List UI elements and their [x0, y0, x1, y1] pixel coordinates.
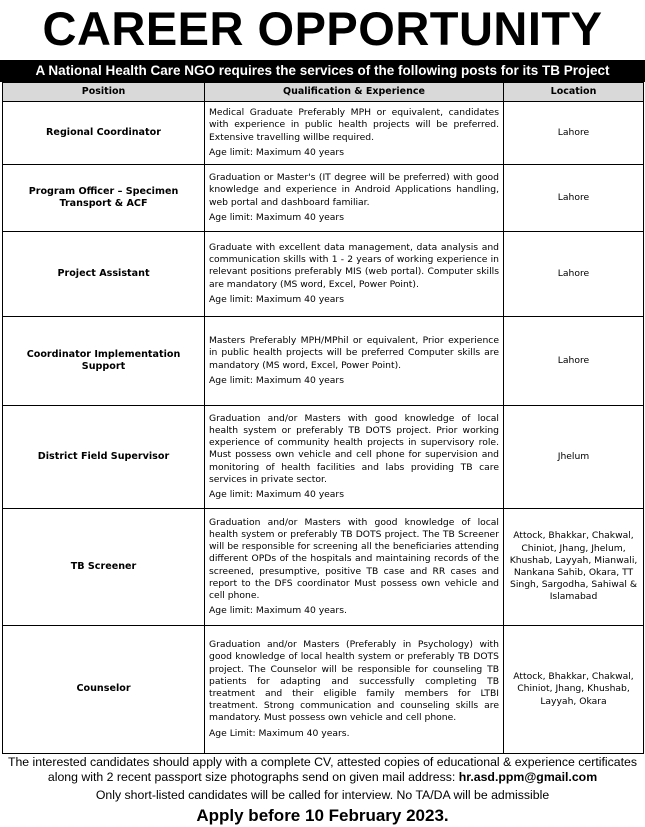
- table-row: [3, 232, 644, 317]
- age-limit: Age limit: Maximum 40 years: [209, 293, 344, 305]
- qualification-cell: [205, 406, 504, 509]
- qualification-text: Graduation and/or Masters with good knowledge of local health system or preferably TB DOTS project. The TB Screener will be responsible for screening all the beneficiaries attending different OPDs of the hospitals and maintaining records of the screened, presumptive, positive TB case and RR cases and report to the DFS coordinator Must possess own vehicle and cell phone.: [209, 516, 499, 601]
- table-row: [3, 406, 644, 509]
- contact-email[interactable]: hr.asd.ppm@gmail.com: [458, 770, 598, 784]
- instructions-text: The interested candidates should apply with a complete CV, attested copies of educational & experience certificates along with 2 recent passport size photographs send on given mail address:: [7, 755, 638, 784]
- qualification-cell: [205, 165, 504, 232]
- qualification-cell: [205, 317, 504, 406]
- column-header-location: Location: [504, 83, 644, 102]
- age-limit: Age limit: Maximum 40 years: [209, 489, 344, 500]
- age-limit: Age limit: Maximum 40 years: [209, 146, 344, 158]
- column-header-position: Position: [3, 83, 205, 102]
- application-instructions: [0, 755, 645, 785]
- table-row: [3, 626, 644, 754]
- location-cell: Attock, Bhakkar, Chakwal, Chiniot, Jhang, Jhelum, Khushab, Layyah, Mianwali, Nankana Sahib, Okara, TT Singh, Sargodha, Sahiwal & Islamabad: [504, 509, 644, 626]
- qualification-text: Graduation and/or Masters with good knowledge of local health system or preferably TB DOTS project. Prior working experience of community health projects in supervisory role. Must possess own vehicle and cell phone for supervision and monitoring of health facilities and labs providing TB care services in private sector.: [209, 412, 499, 485]
- page-subtitle: A National Health Care NGO requires the services of the following posts for its TB Project: [0, 60, 645, 82]
- location-cell: Lahore: [504, 317, 644, 406]
- qualification-cell: [205, 102, 504, 165]
- qualification-cell: [205, 626, 504, 754]
- qualification-cell: [205, 232, 504, 317]
- table-row: [3, 317, 644, 406]
- table-row: [3, 102, 644, 165]
- page-title: CAREER OPPORTUNITY: [42, 2, 603, 55]
- table-row: [3, 165, 644, 232]
- table-header-row: [3, 83, 644, 102]
- deadline: Apply before 10 February 2023.: [196, 806, 449, 825]
- column-header-qualification: Qualification & Experience: [205, 83, 504, 102]
- location-cell: Attock, Bhakkar, Chakwal, Chiniot, Jhang, Khushab, Layyah, Okara: [504, 626, 644, 754]
- age-limit: Age limit: Maximum 40 years: [209, 211, 344, 223]
- location-cell: Lahore: [504, 165, 644, 232]
- qualification-text: Graduation or Master's (IT degree will be preferred) with good knowledge and experience in Android Applications handling, web portal and dashboard familiar.: [209, 172, 499, 208]
- positions-table: [2, 82, 644, 754]
- position-cell: Counselor: [3, 626, 205, 754]
- age-limit: Age limit: Maximum 40 years: [209, 374, 344, 386]
- qualification-text: Graduate with excellent data management, data analysis and communication skills with 1 - 2 years of working experience in relevant positions preferably MIS (web portal). Computer skills are mandatory (MS word, Excel, Power Point).: [209, 241, 499, 290]
- age-limit: Age limit: Maximum 40 years.: [209, 605, 347, 617]
- table-row: [3, 509, 644, 626]
- shortlist-note: Only short-listed candidates will be called for interview. No TA/DA will be admissible: [95, 788, 550, 802]
- qualification-text: Graduation and/or Masters (Preferably in Psychology) with good knowledge of local health system or preferably TB DOTS project. The Counselor will be responsible for counseling TB patients for adapting and successfully completing TB treatment and their eligible family members for LTBI treatment. Strong communication and counseling skills are mandatory. Must possess own vehicle and cell phone.: [209, 639, 499, 724]
- qualification-text: Masters Preferably MPH/MPhil or equivalent, Prior experience in public health projects will be preferred Computer skills are mandatory (MS word, Excel, Power Point).: [209, 335, 499, 371]
- location-cell: Jhelum: [504, 406, 644, 509]
- age-limit: Age Limit: Maximum 40 years.: [209, 727, 350, 739]
- location-cell: Lahore: [504, 232, 644, 317]
- position-cell: Regional Coordinator: [3, 102, 205, 165]
- position-cell: TB Screener: [3, 509, 205, 626]
- qualification-text: Medical Graduate Preferably MPH or equivalent, candidates with experience in public health projects will be preferred. Extensive travelling willbe required.: [209, 107, 499, 143]
- qualification-cell: [205, 509, 504, 626]
- position-cell: Coordinator Implementation Support: [3, 317, 205, 406]
- position-cell: Project Assistant: [3, 232, 205, 317]
- position-cell: Program Officer – Specimen Transport & ACF: [3, 165, 205, 232]
- position-cell: District Field Supervisor: [3, 406, 205, 509]
- location-cell: Lahore: [504, 102, 644, 165]
